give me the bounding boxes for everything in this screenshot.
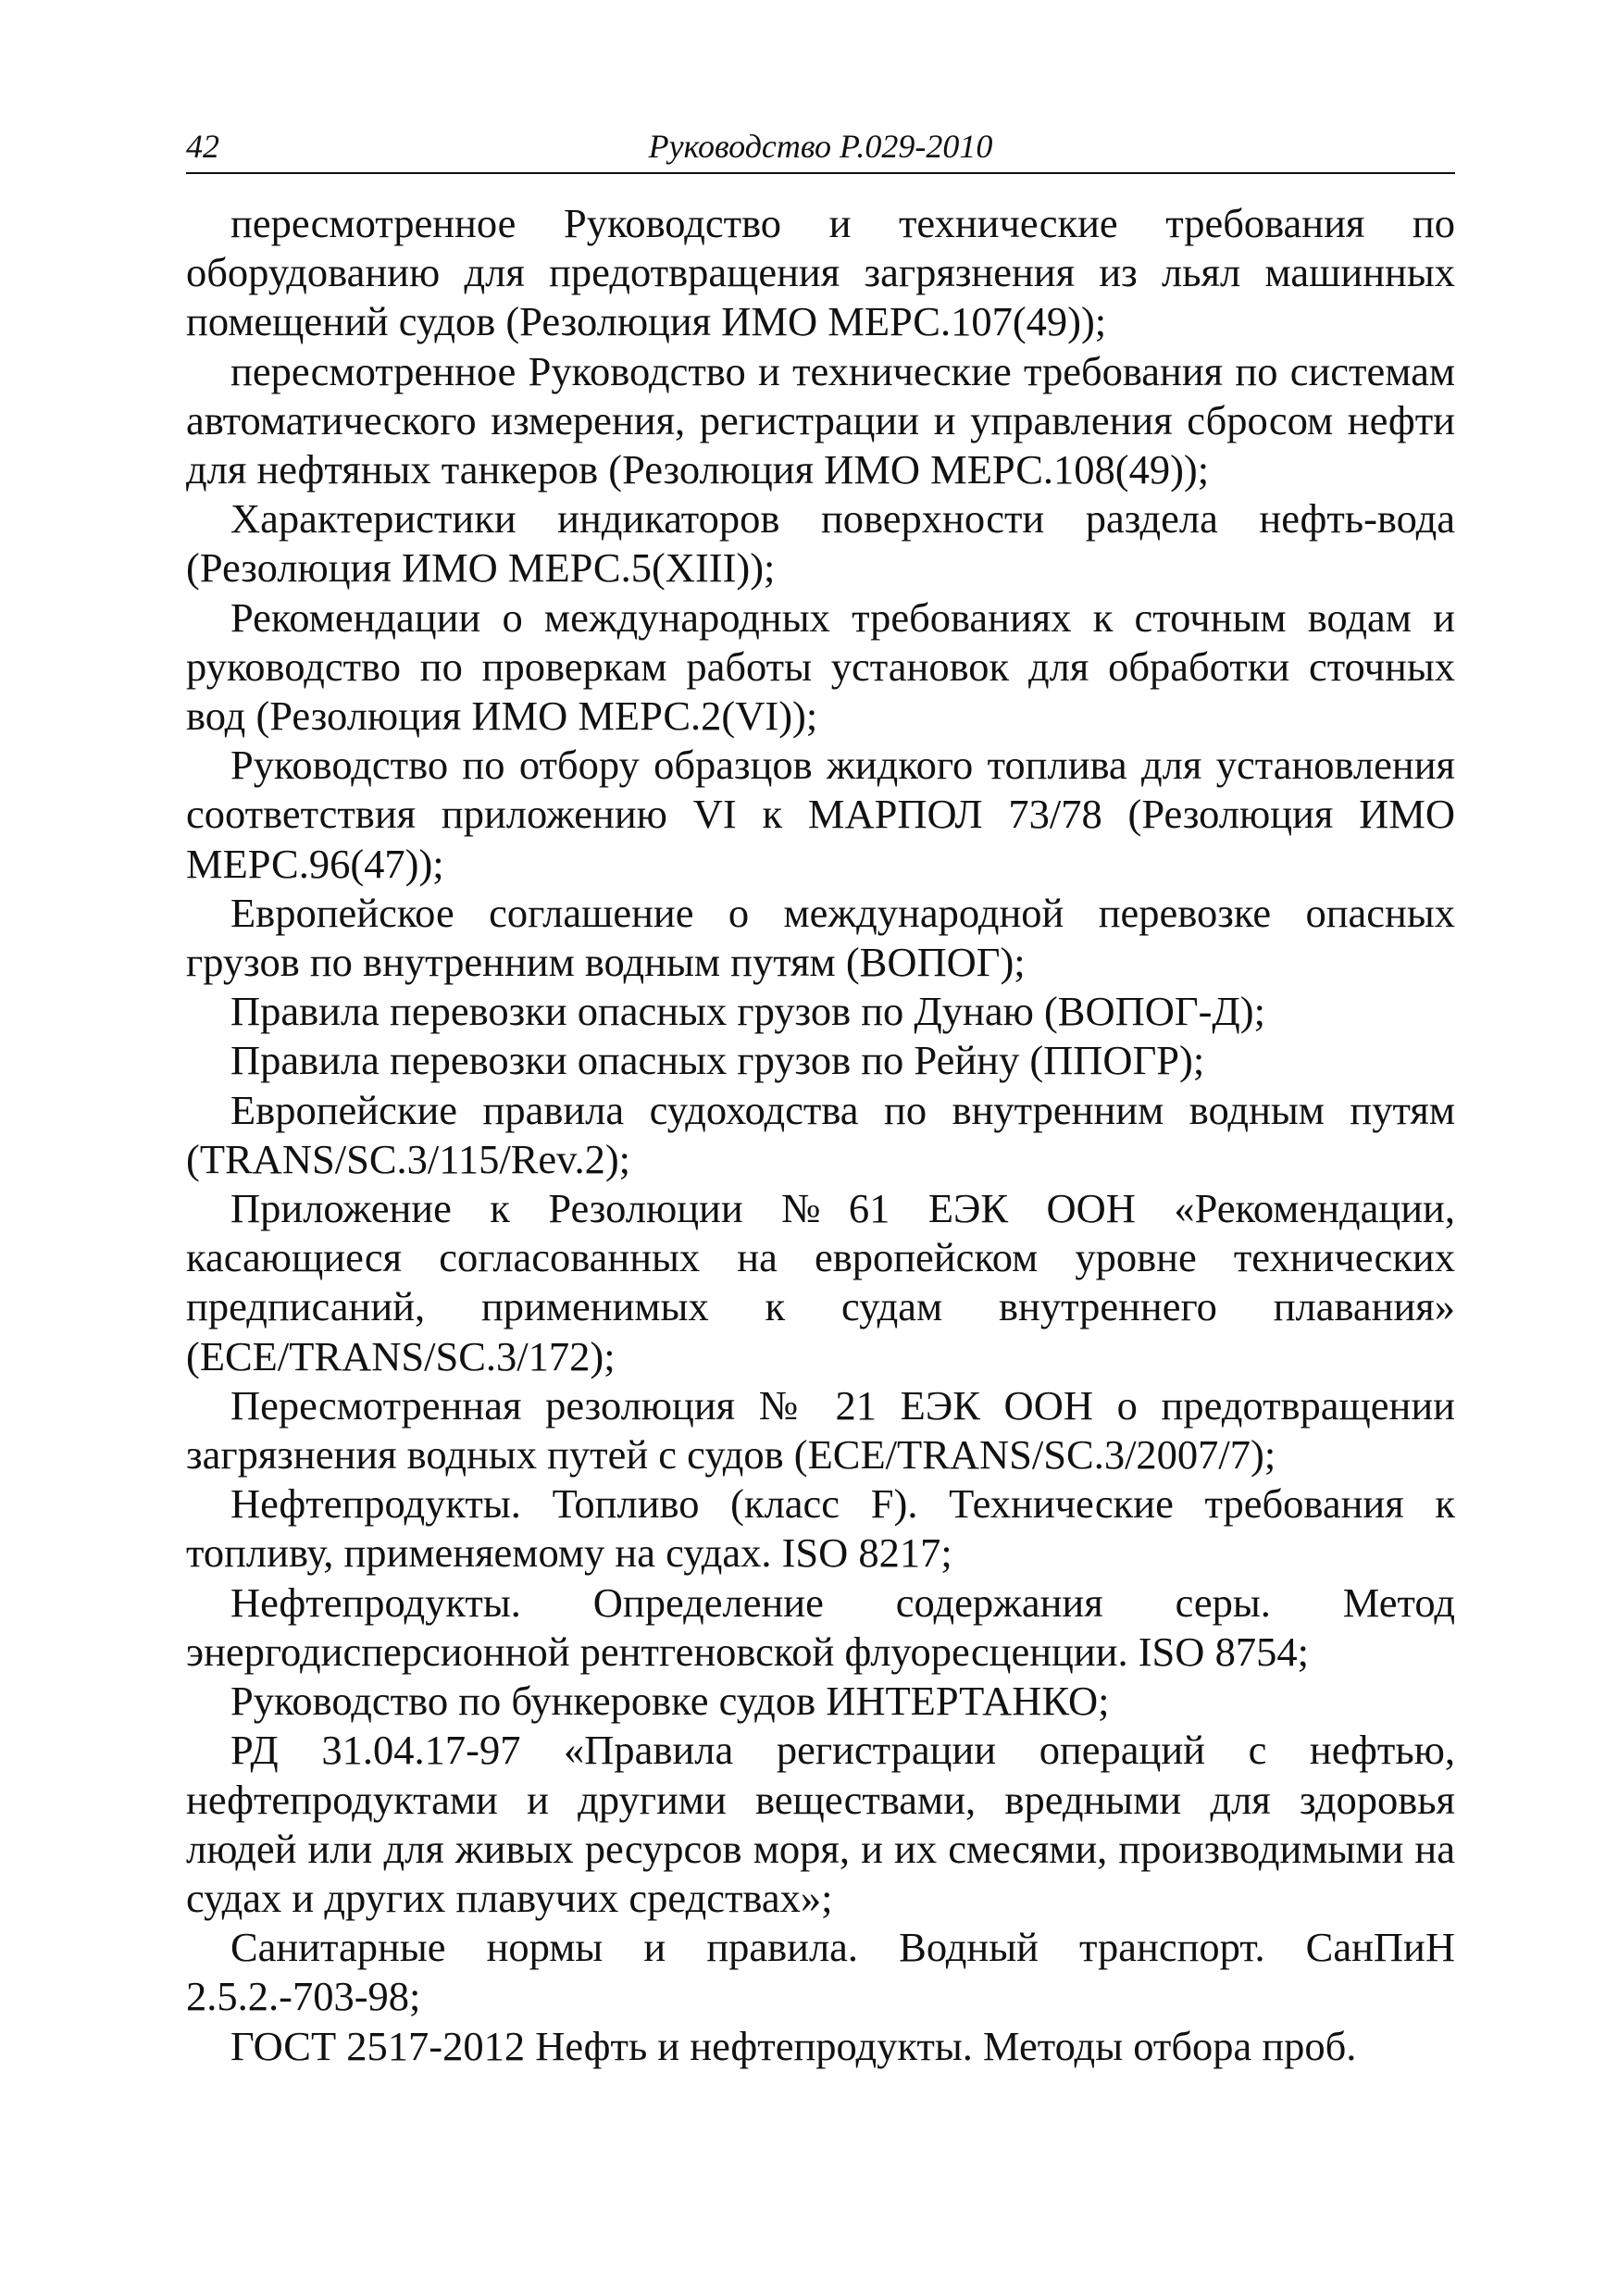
list-item: Руководство по отбору образцов жидкого топлива для установления соответствия приложению VI к МАРПОЛ 73/78 (Резолюция ИМО МЕРС.96(47));: [186, 742, 1455, 887]
list-item: Приложение к Резолюции №61 ЕЭК ООН «Рекомендации, касающиеся согласованных на европейском уровне технических предписаний, применимых к судам внутреннего плавания» (ECE/TRANS/SC.3/172);: [186, 1185, 1455, 1379]
document-title: Руководство Р.029-2010: [648, 128, 993, 165]
list-item: Правила перевозки опасных грузов по Рейну (ППОГР);: [230, 1037, 1205, 1084]
list-item: РД 31.04.17-97 «Правила регистрации операций с нефтью, нефтепродуктами и другими веществами, вредными для здоровья людей или для живых ресурсов моря, и их смесями, производимыми на судах и других плавучих средствах»;: [186, 1727, 1455, 1921]
page-number: 42: [186, 128, 219, 165]
list-item: Рекомендации о международных требованиях к сточным водам и руководство по проверкам работы установок для обработки сточных вод (Резолюция ИМО МЕРС.2(VI));: [186, 593, 1455, 740]
reference-list: [186, 199, 1455, 2071]
running-header: [186, 119, 1455, 174]
list-item: Правила перевозки опасных грузов по Дунаю (ВОПОГ-Д);: [230, 988, 1265, 1035]
list-item: Характеристики индикаторов поверхности раздела нефть-вода (Резолюция ИМО МЕРС.5(XIII));: [186, 495, 1455, 592]
list-item: пересмотренное Руководство и технические требования по оборудованию для предотвращения загрязнения из льял машинных помещений судов (Резолюция ИМО МЕРС.107(49));: [186, 200, 1455, 345]
list-item: ГОСТ 2517-2012 Нефть и нефтепродукты. Методы отбора проб.: [230, 2022, 1357, 2069]
list-item: пересмотренное Руководство и технические требования по системам автоматического измерения, регистрации и управления сбросом нефти для нефтяных танкеров (Резолюция ИМО МЕРС.108(49));: [186, 347, 1455, 493]
list-item: Нефтепродукты. Топливо (класс F). Технические требования к топливу, применяемому на судах. ISO 8217;: [186, 1480, 1455, 1577]
list-item: Руководство по бункеровке судов ИНТЕРТАНКО;: [230, 1678, 1110, 1725]
list-item: Нефтепродукты. Определение содержания серы. Метод энергодисперсионной рентгеновской флуоресценции. ISO 8754;: [186, 1578, 1455, 1675]
list-item: Пересмотренная резолюция № 21 ЕЭК ООН о предотвращении загрязнения водных путей с судов (ECE/TRANS/SC.3/2007/7);: [186, 1381, 1455, 1479]
list-item: Европейские правила судоходства по внутренним водным путям (TRANS/SC.3/115/Rev.2);: [186, 1086, 1455, 1182]
list-item: Санитарные нормы и правила. Водный транспорт. СанПиН 2.5.2.-703-98;: [186, 1924, 1455, 2020]
list-item: Европейское соглашение о международной перевозке опасных грузов по внутренним водным путям (ВОПОГ);: [186, 889, 1455, 986]
